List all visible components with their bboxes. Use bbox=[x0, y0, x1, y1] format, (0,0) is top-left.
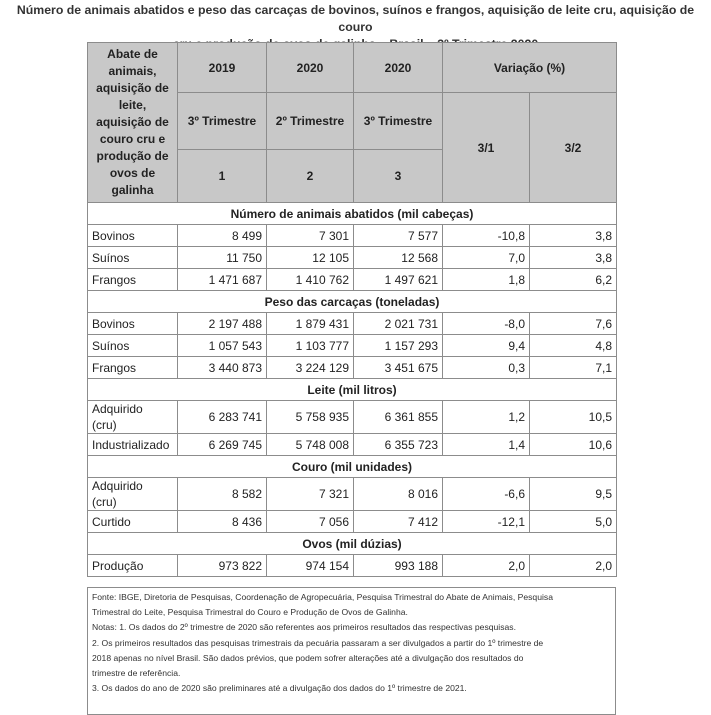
value-cell: 9,5 bbox=[530, 478, 617, 511]
value-cell: 7 056 bbox=[267, 511, 354, 533]
value-cell: 1,2 bbox=[443, 401, 530, 434]
header-year-1: 2019 bbox=[178, 43, 267, 93]
table-row bbox=[88, 335, 617, 357]
value-cell: 993 188 bbox=[354, 555, 443, 577]
value-cell: 2,0 bbox=[530, 555, 617, 577]
note-2-line-3: trimestre de referência. bbox=[92, 668, 181, 679]
value-cell: 2 021 731 bbox=[354, 313, 443, 335]
header-row-years bbox=[88, 43, 617, 93]
table-row bbox=[88, 478, 617, 511]
value-cell: 7,0 bbox=[443, 247, 530, 269]
value-cell: 5 758 935 bbox=[267, 401, 354, 434]
section-header-row bbox=[88, 456, 617, 478]
value-cell: 8 016 bbox=[354, 478, 443, 511]
livestock-table bbox=[87, 42, 617, 577]
value-cell: 6 269 745 bbox=[178, 434, 267, 456]
row-label bbox=[88, 225, 178, 247]
value-cell: 9,4 bbox=[443, 335, 530, 357]
row-label-text-2: (cru) bbox=[92, 418, 117, 432]
table-row bbox=[88, 401, 617, 434]
row-label bbox=[88, 434, 178, 456]
value-cell: 7 412 bbox=[354, 511, 443, 533]
value-cell: 1,8 bbox=[443, 269, 530, 291]
value-cell: 7 577 bbox=[354, 225, 443, 247]
value-cell: -12,1 bbox=[443, 511, 530, 533]
value-cell: 5,0 bbox=[530, 511, 617, 533]
value-cell: 7 301 bbox=[267, 225, 354, 247]
value-cell: 8 436 bbox=[178, 511, 267, 533]
value-cell: 2 197 488 bbox=[178, 313, 267, 335]
value-cell: 8 582 bbox=[178, 478, 267, 511]
note-1: Notas: 1. Os dados do 2º trimestre de 2020 são referentes aos primeiros resultados das respectivas pesquisas. bbox=[92, 622, 516, 633]
section-header-row bbox=[88, 203, 617, 225]
table-row bbox=[88, 511, 617, 533]
row-label bbox=[88, 269, 178, 291]
value-cell: 10,5 bbox=[530, 401, 617, 434]
value-cell: 974 154 bbox=[267, 555, 354, 577]
row-label bbox=[88, 555, 178, 577]
table-title-line-1: Número de animais abatidos e peso das carcaças de bovinos, suínos e frangos, aquisição de leite cru, aquisição de couro bbox=[16, 3, 695, 34]
table-row bbox=[88, 357, 617, 379]
table-row bbox=[88, 269, 617, 291]
value-cell: -8,0 bbox=[443, 313, 530, 335]
section-title: Leite (mil litros) bbox=[88, 379, 617, 401]
stub-header: Abate de animais, aquisição de leite, aquisição de couro cru e produção de ovos de galinha bbox=[88, 43, 178, 203]
value-cell: 5 748 008 bbox=[267, 434, 354, 456]
row-label-text: Suínos bbox=[92, 250, 130, 265]
row-label bbox=[88, 401, 178, 434]
table-row bbox=[88, 434, 617, 456]
header-year-2: 2020 bbox=[267, 43, 354, 93]
row-label bbox=[88, 478, 178, 511]
header-quarter-1: 3º Trimestre bbox=[178, 93, 267, 150]
section-header-row bbox=[88, 291, 617, 313]
row-label bbox=[88, 247, 178, 269]
header-year-3: 2020 bbox=[354, 43, 443, 93]
row-label-text: Bovinos bbox=[92, 316, 135, 331]
section-header-row bbox=[88, 533, 617, 555]
value-cell: 6,2 bbox=[530, 269, 617, 291]
value-cell: 1,4 bbox=[443, 434, 530, 456]
value-cell: 6 361 855 bbox=[354, 401, 443, 434]
value-cell: 2,0 bbox=[443, 555, 530, 577]
header-colnum-3: 3 bbox=[354, 150, 443, 203]
value-cell: 1 057 543 bbox=[178, 335, 267, 357]
value-cell: 12 568 bbox=[354, 247, 443, 269]
value-cell: -10,8 bbox=[443, 225, 530, 247]
header-colnum-2: 2 bbox=[267, 150, 354, 203]
source-line-2: Trimestral do Leite, Pesquisa Trimestral do Couro e Produção de Ovos de Galinha. bbox=[92, 607, 408, 618]
table-row bbox=[88, 247, 617, 269]
value-cell: 3 451 675 bbox=[354, 357, 443, 379]
row-label-text: Curtido bbox=[92, 514, 131, 529]
value-cell: 3 440 873 bbox=[178, 357, 267, 379]
value-cell: 3,8 bbox=[530, 225, 617, 247]
value-cell: 11 750 bbox=[178, 247, 267, 269]
row-label-text: Adquirido bbox=[92, 402, 143, 416]
header-variation: Variação (%) bbox=[443, 43, 617, 93]
value-cell: 7,6 bbox=[530, 313, 617, 335]
footnotes bbox=[87, 587, 616, 715]
header-quarter-3: 3º Trimestre bbox=[354, 93, 443, 150]
value-cell: 1 497 621 bbox=[354, 269, 443, 291]
value-cell: 6 355 723 bbox=[354, 434, 443, 456]
row-label bbox=[88, 357, 178, 379]
header-colnum-1: 1 bbox=[178, 150, 267, 203]
header-quarter-2: 2º Trimestre bbox=[267, 93, 354, 150]
row-label-text: Adquirido bbox=[92, 479, 143, 493]
value-cell: 1 471 687 bbox=[178, 269, 267, 291]
table-row bbox=[88, 225, 617, 247]
section-title: Número de animais abatidos (mil cabeças) bbox=[88, 203, 617, 225]
value-cell: -6,6 bbox=[443, 478, 530, 511]
value-cell: 3 224 129 bbox=[267, 357, 354, 379]
note-3: 3. Os dados do ano de 2020 são preliminares até a divulgação dos dados do 1º trimestre de 2021. bbox=[92, 683, 467, 694]
row-label-text: Produção bbox=[92, 558, 144, 573]
row-label-text: Bovinos bbox=[92, 228, 135, 243]
value-cell: 1 157 293 bbox=[354, 335, 443, 357]
source-line-1: Fonte: IBGE, Diretoria de Pesquisas, Coordenação de Agropecuária, Pesquisa Trimestral do Abate de Animais, Pesquisa bbox=[92, 592, 553, 602]
header-var-3-2: 3/2 bbox=[530, 93, 617, 203]
value-cell: 973 822 bbox=[178, 555, 267, 577]
section-title: Peso das carcaças (toneladas) bbox=[88, 291, 617, 313]
note-2-line-1: 2. Os primeiros resultados das pesquisas trimestrais da pecuária passaram a ser divulgados a partir do 1º trimestre de bbox=[92, 637, 544, 648]
row-label-text: Industrializado bbox=[92, 437, 170, 452]
value-cell: 4,8 bbox=[530, 335, 617, 357]
value-cell: 0,3 bbox=[443, 357, 530, 379]
value-cell: 12 105 bbox=[267, 247, 354, 269]
table-row bbox=[88, 313, 617, 335]
row-label bbox=[88, 511, 178, 533]
section-title: Ovos (mil dúzias) bbox=[88, 533, 617, 555]
value-cell: 10,6 bbox=[530, 434, 617, 456]
header-var-3-1: 3/1 bbox=[443, 93, 530, 203]
value-cell: 6 283 741 bbox=[178, 401, 267, 434]
value-cell: 7,1 bbox=[530, 357, 617, 379]
row-label-text: Frangos bbox=[92, 360, 137, 375]
value-cell: 7 321 bbox=[267, 478, 354, 511]
table-row bbox=[88, 555, 617, 577]
row-label-text-2: (cru) bbox=[92, 495, 117, 509]
row-label bbox=[88, 335, 178, 357]
row-label-text: Suínos bbox=[92, 338, 130, 353]
value-cell: 8 499 bbox=[178, 225, 267, 247]
row-label-text: Frangos bbox=[92, 272, 137, 287]
value-cell: 1 879 431 bbox=[267, 313, 354, 335]
value-cell: 1 103 777 bbox=[267, 335, 354, 357]
section-title: Couro (mil unidades) bbox=[88, 456, 617, 478]
section-header-row bbox=[88, 379, 617, 401]
value-cell: 1 410 762 bbox=[267, 269, 354, 291]
note-2-line-2: 2018 apenas no nível Brasil. São dados prévios, que podem sofrer alterações até a divulgação dos resultados do bbox=[92, 652, 524, 663]
row-label bbox=[88, 313, 178, 335]
value-cell: 3,8 bbox=[530, 247, 617, 269]
